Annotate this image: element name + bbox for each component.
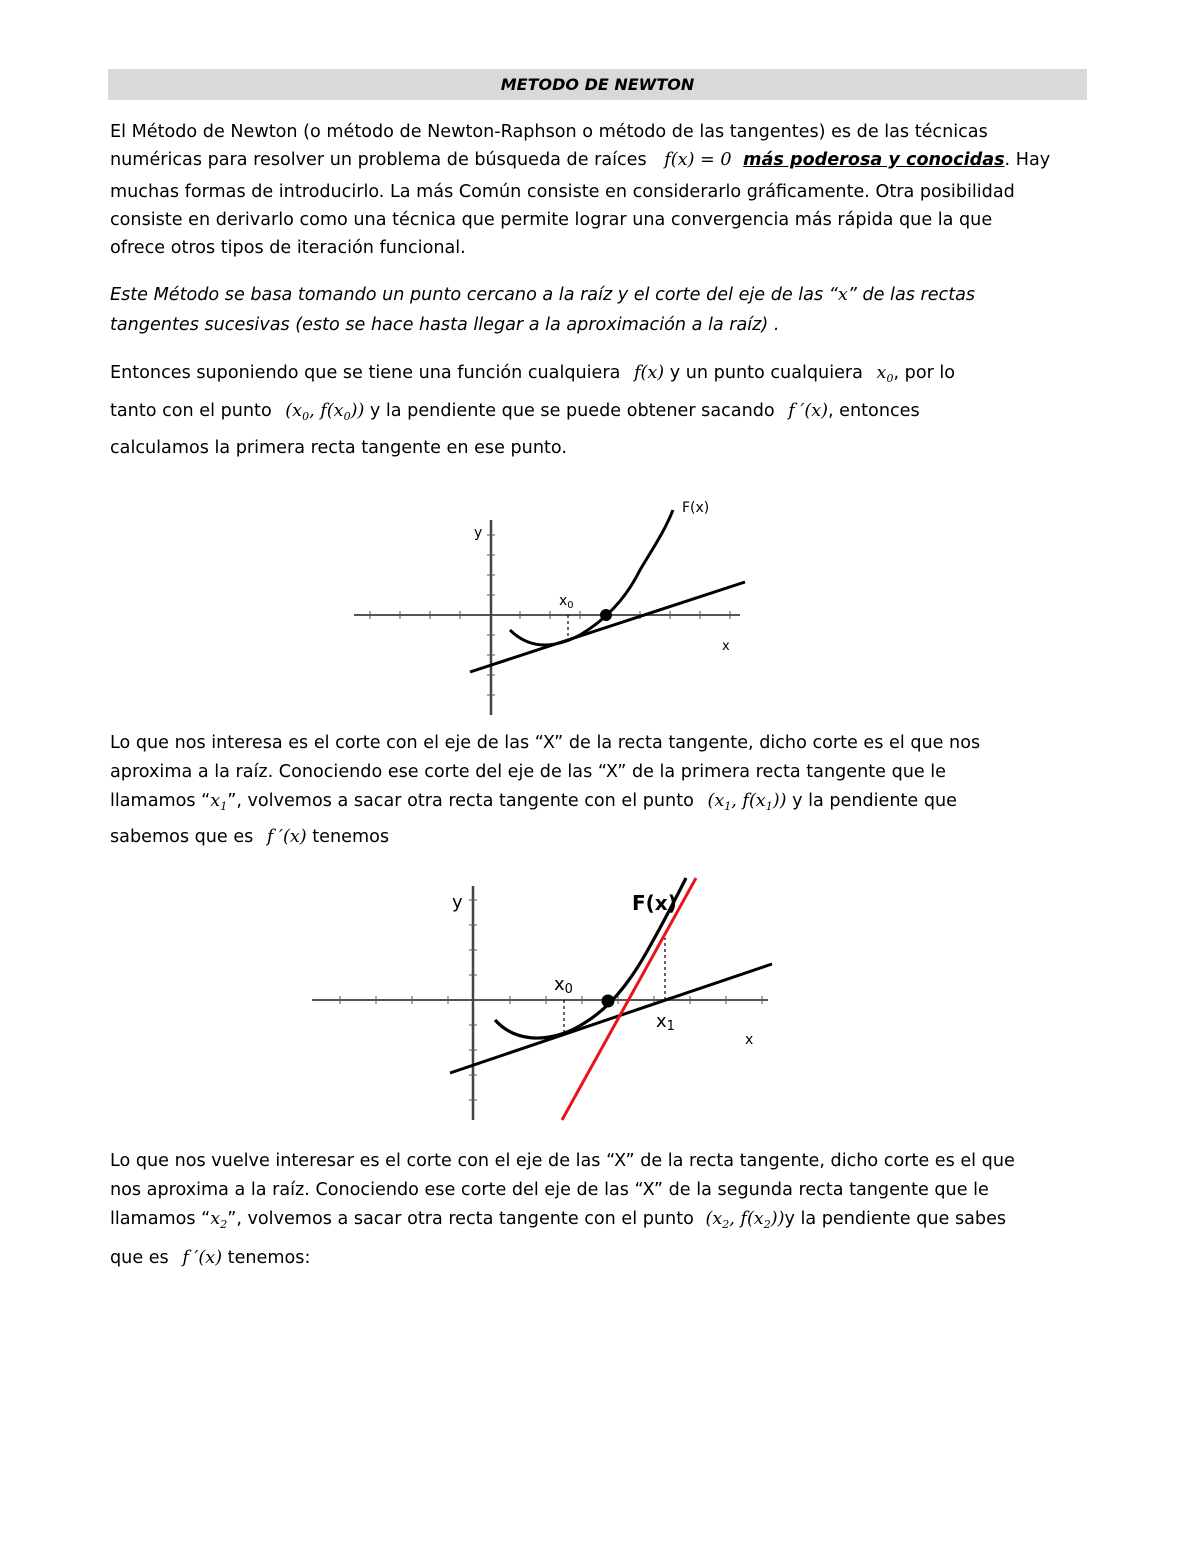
math-subscript: 1 [220, 800, 228, 813]
x0-label [554, 974, 573, 997]
math-part: (x [705, 1209, 723, 1229]
text-line [110, 150, 1050, 170]
tangent-line [470, 582, 745, 672]
math-subscript: 1 [724, 800, 732, 813]
y-axis-label: y [474, 525, 483, 541]
emphasis-text: más poderosa y conocidas [743, 150, 1005, 170]
math-subscript: 2 [220, 1218, 228, 1231]
math-x1 [210, 791, 227, 811]
text-span: y un punto cualquiera [669, 363, 863, 383]
text-span: Este Método se basa tomando un punto cercano a la raíz y el corte del eje de las “ [110, 285, 838, 305]
paragraph-basis [110, 285, 1085, 345]
text-span: tenemos [312, 827, 390, 847]
text-line [110, 1209, 1006, 1231]
text-line: consiste en derivarlo como una técnica que permite lograr una convergencia más rápida que la que [110, 210, 993, 230]
text-line: nos aproxima a la raíz. Conociendo ese corte del eje de las “X” de la segunda recta tangente que le [110, 1180, 989, 1200]
text-line: Lo que nos interesa es el corte con el eje de las “X” de la recta tangente, dicho corte es el que nos [110, 733, 981, 753]
tangent-point [602, 995, 615, 1008]
text-line [110, 401, 920, 423]
x1-label [656, 1011, 675, 1034]
math-x0 [877, 363, 894, 383]
text-line: aproxima a la raíz. Conociendo ese corte del eje de las “X” de la primera recta tangente que le [110, 762, 947, 782]
math-derivative: f ′(x) [182, 1248, 223, 1268]
function-label: F(x) [682, 500, 710, 516]
text-span: , entonces [828, 401, 920, 421]
text-line [110, 827, 389, 847]
text-span: tenemos: [227, 1248, 311, 1268]
math-var: x [210, 791, 221, 811]
text-line: tangentes sucesivas (esto se hace hasta llegar a la aproximación a la raíz) . [110, 315, 780, 335]
text-span: y la pendiente que sabes [784, 1209, 1007, 1229]
text-line [110, 285, 975, 305]
y-axis-label: y [452, 892, 463, 913]
math-variable: x [837, 285, 848, 305]
text-span: sabemos que es [110, 827, 254, 847]
x0-var: x [559, 593, 568, 609]
paragraph-setup [110, 363, 1085, 463]
text-span: ”, volvemos a sacar otra recta tangente con el punto [227, 1209, 694, 1229]
math-subscript: 0 [343, 410, 351, 423]
text-line: ofrece otros tipos de iteración funcional. [110, 238, 466, 258]
math-subscript: 2 [763, 1218, 771, 1231]
math-subscript: 0 [302, 410, 310, 423]
text-span: tanto con el punto [110, 401, 272, 421]
x0-var: x [554, 974, 565, 995]
text-line [110, 791, 957, 813]
math-derivative: f ′(x) [788, 401, 828, 421]
text-line [110, 1248, 310, 1268]
text-line: El Método de Newton (o método de Newton-Raphson o método de las tangentes) es de las técnicas [110, 122, 988, 142]
text-span: Entonces suponiendo que se tiene una función cualquiera [110, 363, 621, 383]
math-subscript: 2 [722, 1218, 730, 1231]
math-point [285, 401, 364, 421]
x-axis-label: x [722, 639, 730, 654]
math-var: x [876, 363, 887, 383]
text-line [110, 363, 955, 385]
math-fx: f(x) [634, 363, 665, 383]
text-span: y la pendiente que se puede obtener sacando [369, 401, 775, 421]
paragraph-intro [110, 122, 1085, 272]
x1-subscript: 1 [666, 1019, 675, 1034]
x0-subscript: 0 [564, 982, 573, 997]
math-subscript: 1 [765, 800, 773, 813]
math-part: )) [770, 1209, 785, 1229]
x0-label [559, 593, 574, 611]
math-part: , f(x [731, 791, 766, 811]
graph-second-tangent [300, 870, 790, 1130]
page-title: METODO DE NEWTON [108, 69, 1087, 100]
math-part: (x [285, 401, 303, 421]
math-var: x [210, 1209, 221, 1229]
function-label: F(x) [632, 891, 677, 915]
math-point [705, 1209, 784, 1229]
math-part: , f(x [729, 1209, 764, 1229]
text-span: llamamos “ [110, 1209, 211, 1229]
math-derivative: f ′(x) [266, 827, 307, 847]
text-line: Lo que nos vuelve interesar es el corte con el eje de las “X” de la recta tangente, dicho corte es el que [110, 1151, 1015, 1171]
text-span: numéricas para resolver un problema de búsqueda de raíces [110, 150, 647, 170]
paragraph-second-step [110, 733, 1085, 853]
math-subscript: 0 [886, 372, 894, 385]
text-span: que es [110, 1248, 169, 1268]
math-part: )) [772, 791, 787, 811]
text-line: calculamos la primera recta tangente en ese punto. [110, 438, 567, 458]
text-line: muchas formas de introducirlo. La más Común consiste en considerarlo gráficamente. Otra posibilidad [110, 182, 1015, 202]
math-part: (x [707, 791, 725, 811]
tangent-point [600, 609, 612, 621]
paragraph-third-step [110, 1151, 1085, 1281]
text-span: . Hay [1004, 150, 1051, 170]
x-axis-label: x [745, 1032, 754, 1048]
text-span: , por lo [893, 363, 956, 383]
text-span: ” de las rectas [847, 285, 976, 305]
x0-subscript: 0 [567, 600, 574, 611]
text-span: ”, volvemos a sacar otra recta tangente con el punto [227, 791, 694, 811]
text-span: llamamos “ [110, 791, 211, 811]
text-span: y la pendiente que [792, 791, 957, 811]
math-x2 [210, 1209, 227, 1229]
math-part: )) [350, 401, 365, 421]
function-curve [510, 510, 673, 645]
math-equation: f(x) = 0 [664, 150, 732, 170]
math-part: , f(x [309, 401, 344, 421]
math-point [707, 791, 786, 811]
first-tangent-line [450, 964, 772, 1073]
graph-first-tangent [340, 490, 760, 720]
x1-var: x [656, 1011, 667, 1032]
